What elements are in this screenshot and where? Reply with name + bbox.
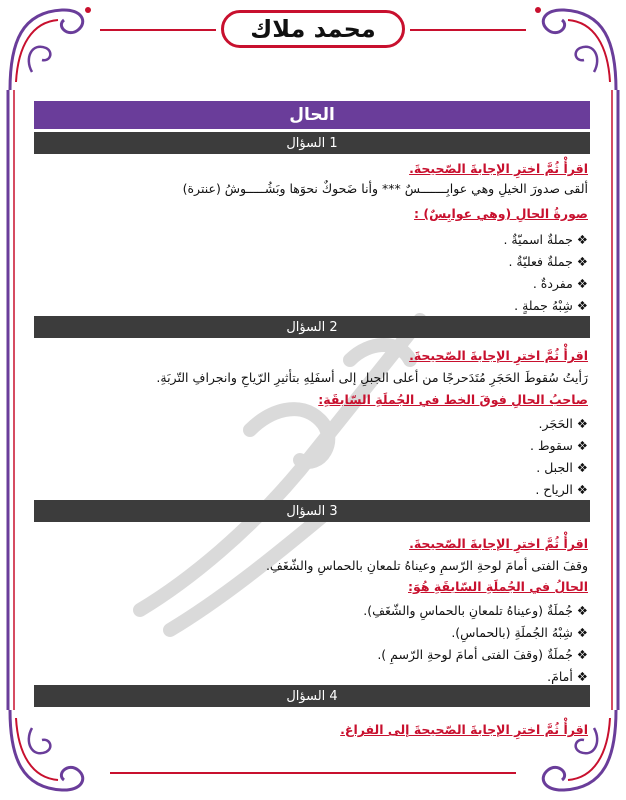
question-2-header <box>34 316 590 338</box>
question-label: 3 السؤال <box>286 503 338 519</box>
question-instruction: اقرأْ ثُمَّ اخترِ الإجابةَ الصّحيحةَ. <box>409 348 588 363</box>
answer-option[interactable]: ❖ مفردةٌ . <box>34 276 588 291</box>
answer-option[interactable]: ❖ جملةٌ فعليّةٌ . <box>34 254 588 269</box>
corner-ornament-icon <box>532 706 624 798</box>
answer-option[interactable]: ❖ أمامَ. <box>34 669 588 684</box>
title-badge <box>221 10 405 48</box>
question-label: 1 السؤال <box>286 135 338 151</box>
question-text: رَأيتُ سُقوطَ الحَجَرِ مُتَدَحرجًا من أعلى الجبلِ إلى أسفَلِهِ بتأثيرِ الرّياحِ وانجرافِ التّربَةِ. <box>156 370 588 385</box>
answer-option[interactable]: ❖ الرياح . <box>34 482 588 497</box>
topic-banner <box>34 101 590 129</box>
answer-option[interactable]: ❖ الجبل . <box>34 460 588 475</box>
right-border-ornament <box>602 0 626 800</box>
question-label: 4 السؤال <box>286 688 338 704</box>
question-text: ألقى صدورَ الخيلِ وهي عوابِـــــــسٌ *** وأنا ضَحوكٌ نحوَها وبَشُـــــوشُ (عنترة) <box>182 181 588 196</box>
answer-option[interactable]: ❖ جُملَةٌ (وقفَ الفتى أمامَ لوحةِ الرّسمِ ). <box>34 647 588 662</box>
answer-option[interactable]: ❖ شِبْهُ الجُملَةِ (بالحماسِ). <box>34 625 588 640</box>
question-instruction: اقرأْ ثُمَّ اخترِ الإجابةَ الصّحيحةَ إلى الفراغ. <box>340 722 588 737</box>
question-1-header <box>34 132 590 154</box>
page-title: محمد ملاك <box>250 15 376 43</box>
question-prompt: صورةُ الحالِ (وهي عوابِسٌ) : <box>414 206 588 221</box>
header <box>0 10 626 48</box>
corner-ornament-icon <box>2 706 94 798</box>
question-prompt: صاحبُ الحالِ فوقَ الخط في الجُملَةِ السّابقَةِ: <box>318 392 588 407</box>
bottom-divider <box>110 772 516 774</box>
question-3-header <box>34 500 590 522</box>
left-border-ornament <box>0 0 24 800</box>
answer-option[interactable]: ❖ الحَجَر. <box>34 416 588 431</box>
answer-option[interactable]: ❖ سقوط . <box>34 438 588 453</box>
answer-option[interactable]: ❖ جملةٌ اسميّةٌ . <box>34 232 588 247</box>
question-prompt: الحالُ في الجُملَةِ السّابقَةِ هُوَ: <box>408 579 588 594</box>
answer-option[interactable]: ❖ جُملَةٌ (وعيناهُ تلمعانِ بالحماسِ والشّغَفِ). <box>34 603 588 618</box>
question-instruction: اقرأْ ثُمَّ اخترِ الإجابةَ الصّحيحةَ. <box>409 161 588 176</box>
question-instruction: اقرأْ ثُمَّ اخترِ الإجابةَ الصّحيحةَ. <box>409 536 588 551</box>
question-4-header <box>34 685 590 707</box>
question-text: وقفَ الفتى أمامَ لوحةِ الرّسمِ وعيناهُ تلمعانِ بالحماسِ والشّغَفِ. <box>265 558 588 573</box>
topic-title: الحال <box>289 105 335 125</box>
answer-option[interactable]: ❖ شِبْهُ جملةٍ . <box>34 298 588 313</box>
question-label: 2 السؤال <box>286 319 338 335</box>
